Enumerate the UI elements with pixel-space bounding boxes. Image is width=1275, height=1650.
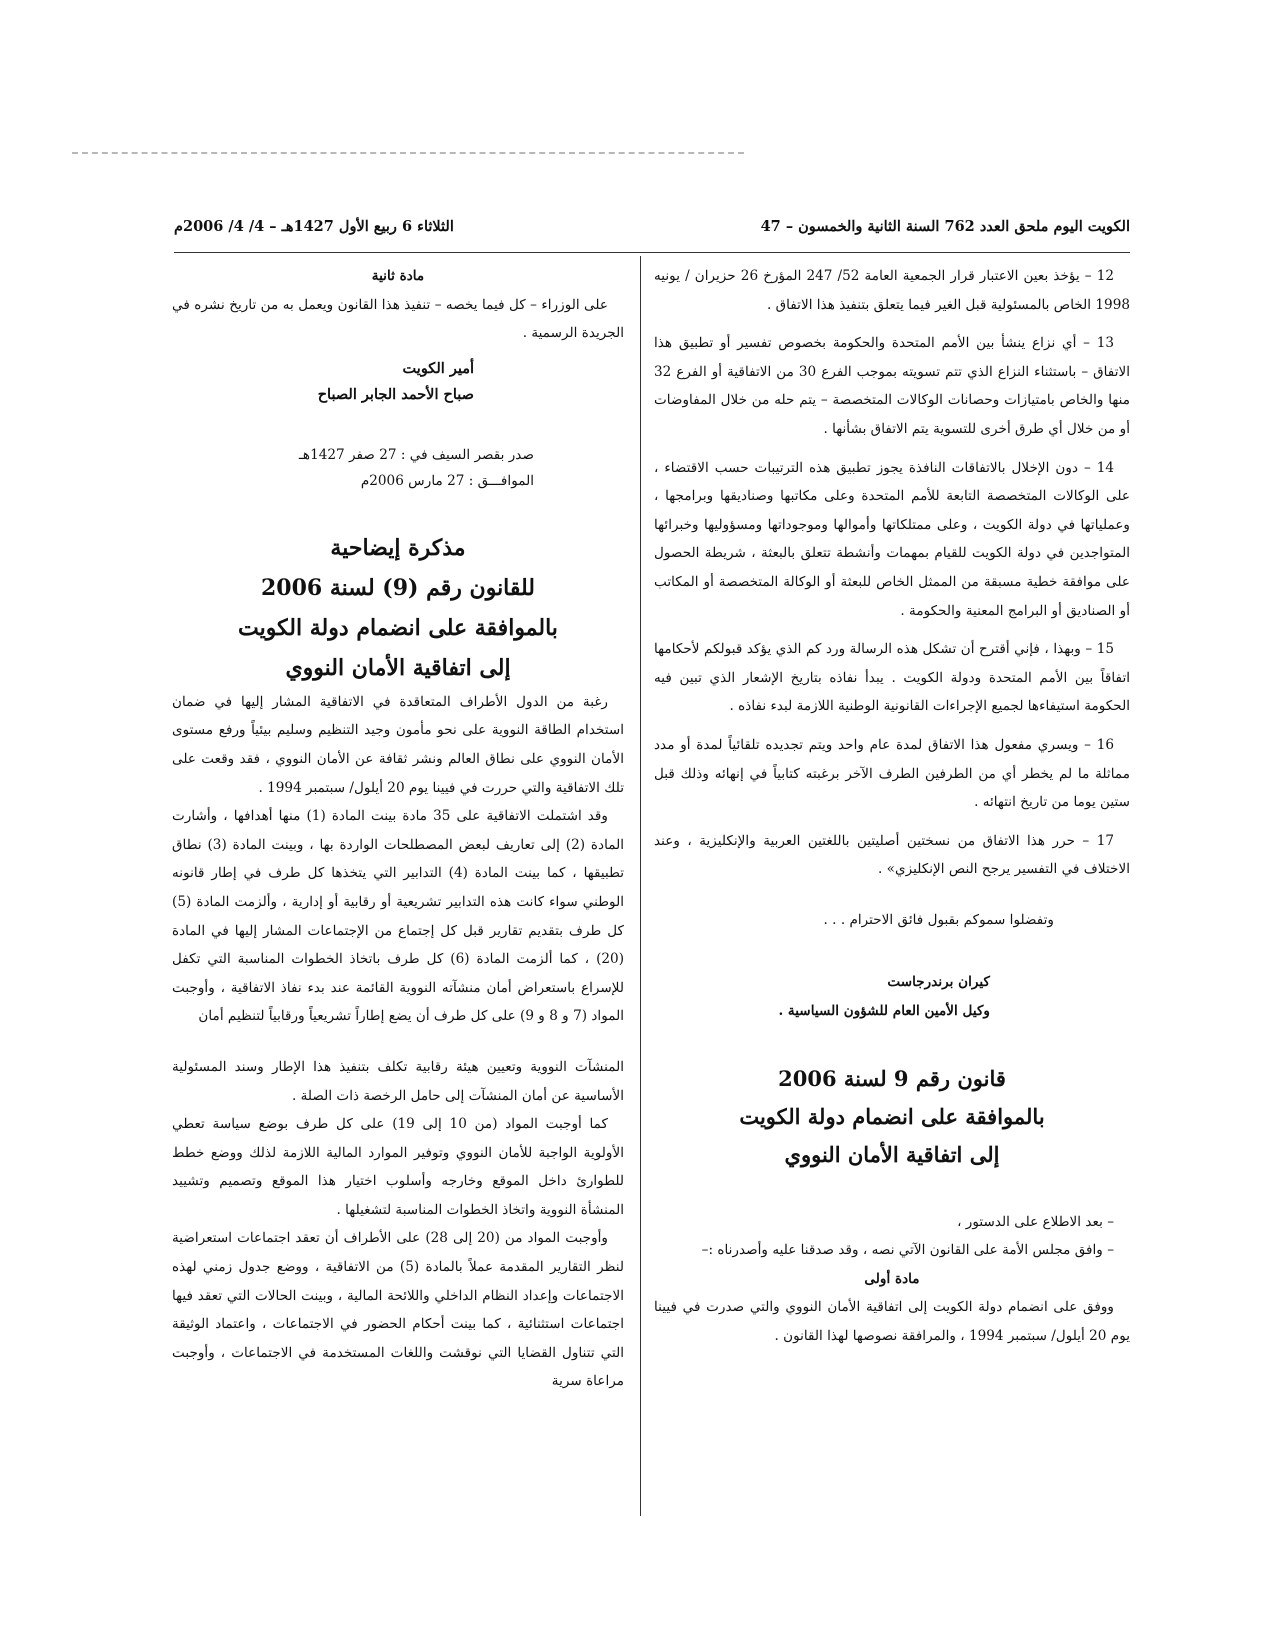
preamble-line-1: – بعد الاطلاع على الدستور ، (957, 1213, 1114, 1230)
closing-line: وتفضلوا سموكم بقبول فائق الاحترام . . . (823, 911, 1054, 928)
law-title-line-3: إلى اتفاقية الأمان النووي (784, 1141, 1000, 1167)
paragraph-12: 12 – يؤخذ بعين الاعتبار قرار الجمعية العامة 52/ 247 المؤرخ 26 حزيران / يونيه 1998 الخاص بالمسئولية قبل الغير فيما يتعلق بتنفيذ هذا الاتفاق . (654, 268, 1130, 313)
left-column (172, 262, 624, 1396)
header-rule (174, 252, 1130, 253)
scan-dashed-rule (72, 152, 744, 154)
emir-name: صباح الأحمد الجابر الصباح (317, 385, 474, 403)
memo-title-line-4: إلى اتفاقية الأمان النووي (285, 654, 511, 681)
memo-title-line-1: مذكرة إيضاحية (330, 534, 466, 561)
memo-paragraph-3: المنشآت النووية وتعيين هيئة رقابية تكلف بتنفيذ هذا الإطار وسند المسئولية الأساسية عن أمان المنشآت إلى حامل الرخصة ذات الصلة . (172, 1058, 624, 1104)
law-title-line-1: قانون رقم 9 لسنة 2006 (778, 1065, 1006, 1091)
memo-paragraph-1: رغبة من الدول الأطراف المتعاقدة في الاتفاقية المشار إليها في ضمان استخدام الطاقة النووية على نحو مأمون وجيد التنظيم وسليم بيئياً ورفع مستوى الأمان النووي على نطاق العالم ونشر ثقافة عن الأمان النووي ، فقد وقعت على تلك الاتفاقية والتي حررت في فيينا يوم 20 أيلول/ سبتمبر 1994 . (172, 693, 624, 796)
paragraph-17: 17 – حرر هذا الاتفاق من نسختين أصليتين باللغتين العربية والإنكليزية ، وعند الاختلاف في التفسير يرجح النص الإنكليزي» . (654, 832, 1130, 878)
paragraph-16: 16 – ويسري مفعول هذا الاتفاق لمدة عام واحد ويتم تجديده تلقائياً لمدة أو مدد مماثلة ما لم يخطر أي من الطرفين الطرف الآخر برغبته كتابياً في إنهائه وذلك قبل ستين يوما من تاريخ انتهائه . (654, 736, 1130, 811)
memo-title-line-3: بالموافقة على انضمام دولة الكويت (238, 614, 558, 641)
signatory-name: كيران برندرجاست (887, 974, 990, 991)
preamble-line-2: – وافق مجلس الأمة على القانون الآتي نصه ، وقد صدقنا عليه وأصدرناه :– (701, 1242, 1114, 1259)
emir-title: أمير الكويت (402, 359, 474, 377)
signatory-title: وكيل الأمين العام للشؤون السياسية . (778, 1003, 990, 1020)
article-one-title: مادة أولى (864, 1270, 920, 1287)
column-separator (640, 256, 641, 1516)
header-date: الثلاثاء 6 ربيع الأول 1427هـ – 4/ 4/ 2006م (174, 218, 454, 235)
issued-corresponding: الموافـــق : 27 مارس 2006م (360, 472, 534, 489)
memo-paragraph-4: كما أوجبت المواد (من 10 إلى 19) على كل طرف بوضع سياسة تعطي الأولوية الواجبة للأمان النووي وتوفير الموارد المالية اللازمة لذلك ووضع خطط للطوارئ داخل الموقع وخارجه وأسلوب اختيار هذا الموقع وتصميم وتشييد المنشأة النووية واتخاذ الخطوات المناسبة لتشغيلها . (172, 1116, 624, 1218)
memo-paragraph-2: وقد اشتملت الاتفاقية على 35 مادة بينت المادة (1) منها أهدافها ، وأشارت المادة (2) إلى تعاريف لبعض المصطلحات الواردة بها ، وبينت المادة (3) نطاق تطبيقها ، كما بينت المادة (4) التدابير التي يتخذها كل طرف في إطار قانونه الوطني سواء كانت هذه التدابير تشريعية أو رقابية أو إدارية ، وألزمت المادة (5) كل طرف بتقديم تقارير قبل كل إجتماع من الإجتماعات المشار إليها في المادة (20) ، كما ألزمت المادة (6) كل طرف باتخاذ الخطوات المناسبة التي تكفل للإسراع باستعراض أمان منشآته النووية القائمة عند بدء نفاذ الاتفاقية ، وأوجبت المواد (7 و 8 و 9) على كل طرف أن يضع إطاراً تشريعياً ورقابياً لتنظيم أمان (172, 808, 625, 1025)
issued-at: صدر بقصر السيف في : 27 صفر 1427هـ (298, 446, 534, 463)
memo-title-line-2: للقانون رقم (9) لسنة 2006 (260, 574, 536, 601)
issued-block (172, 442, 534, 494)
paragraph-14: 14 – دون الإخلال بالاتفاقات النافذة يجوز تطبيق هذه الترتيبات حسب الاقتضاء ، على الوكالات المتخصصة التابعة للأمم المتحدة وعلى مكاتبها وصناديقها وبرامجها ، وعملياتها في دولة الكويت ، وعلى ممتلكاتها وأموالها وموجوداتها ومسؤوليها وخبرائها المتواجدين في دولة الكويت للقيام بمهمات وأنشطة تتعلق بالبعثة ، شريطة الحصول على موافقة خطية مسبقة من الممثل الخاص للبعثة أو الوكالة المتخصصة أو المكاتب أو الصناديق أو البرامج المعنية والحكومة . (654, 459, 1130, 619)
article-two-text: على الوزراء – كل فيما يخصه – تنفيذ هذا القانون ويعمل به من تاريخ نشره في الجريدة الرسمية . (172, 296, 624, 342)
article-one-text: ووفق على انضمام دولة الكويت إلى اتفاقية الأمان النووي والتي صدرت في فيينا يوم 20 أيلول/ سبتمبر 1994 ، والمرافقة نصوصها لهذا القانون . (654, 1299, 1130, 1345)
article-two-title: مادة ثانية (371, 268, 425, 284)
paragraph-15: 15 – وبهذا ، فإني أقترح أن تشكل هذه الرسالة ورد كم الذي يؤكد قبولكم لأحكامها اتفاقاً بين الأمم المتحدة ودولة الكويت . يبدأ نفاذه بتاريخ الإشعار الذي تبين فيه الحكومة استيفاءها لجميع الإجراءات القانونية الوطنية اللازمة لبدء نفاذه . (654, 641, 1130, 715)
right-column (654, 262, 1130, 1351)
law-title-line-2: بالموافقة على انضمام دولة الكويت (739, 1103, 1045, 1129)
memo-paragraph-5: وأوجبت المواد من (20 إلى 28) على الأطراف أن تعقد اجتماعات استعراضية لنظر التقارير المقدمة عملاً بالمادة (5) من الاتفاقية ، ووضع جدول زمني لهذه الاجتماعات وإعداد النظام الداخلي واللائحة المالية ، وبينت الحالات التي تعقد فيها اجتماعات استثنائية ، كما بينت أحكام الحضور في الاجتماعات ، واعتماد الوثيقة التي تتناول القضايا التي نوقشت واللغات المستخدمة في الاجتماعات ، وأوجبت مراعاة سرية (172, 1230, 624, 1390)
header-publication: الكويت اليوم ملحق العدد 762 السنة الثانية والخمسون – 47 (760, 218, 1130, 235)
emir-signature-block (172, 356, 474, 408)
paragraph-13: 13 – أي نزاع ينشأ بين الأمم المتحدة والحكومة بخصوص تفسير أو تطبيق هذا الاتفاق – باستثناء النزاع الذي تتم تسويته بموجب الفرع 30 من الاتفاقية أو الفرع 32 منها والخاص بامتيازات وحصانات الوكالات المتخصصة – يتم حله من خلال المفاوضات أو من خلال أي طرق أخرى للتسوية يتم الاتفاق بشأنها . (654, 335, 1131, 437)
page-header (174, 218, 1130, 248)
